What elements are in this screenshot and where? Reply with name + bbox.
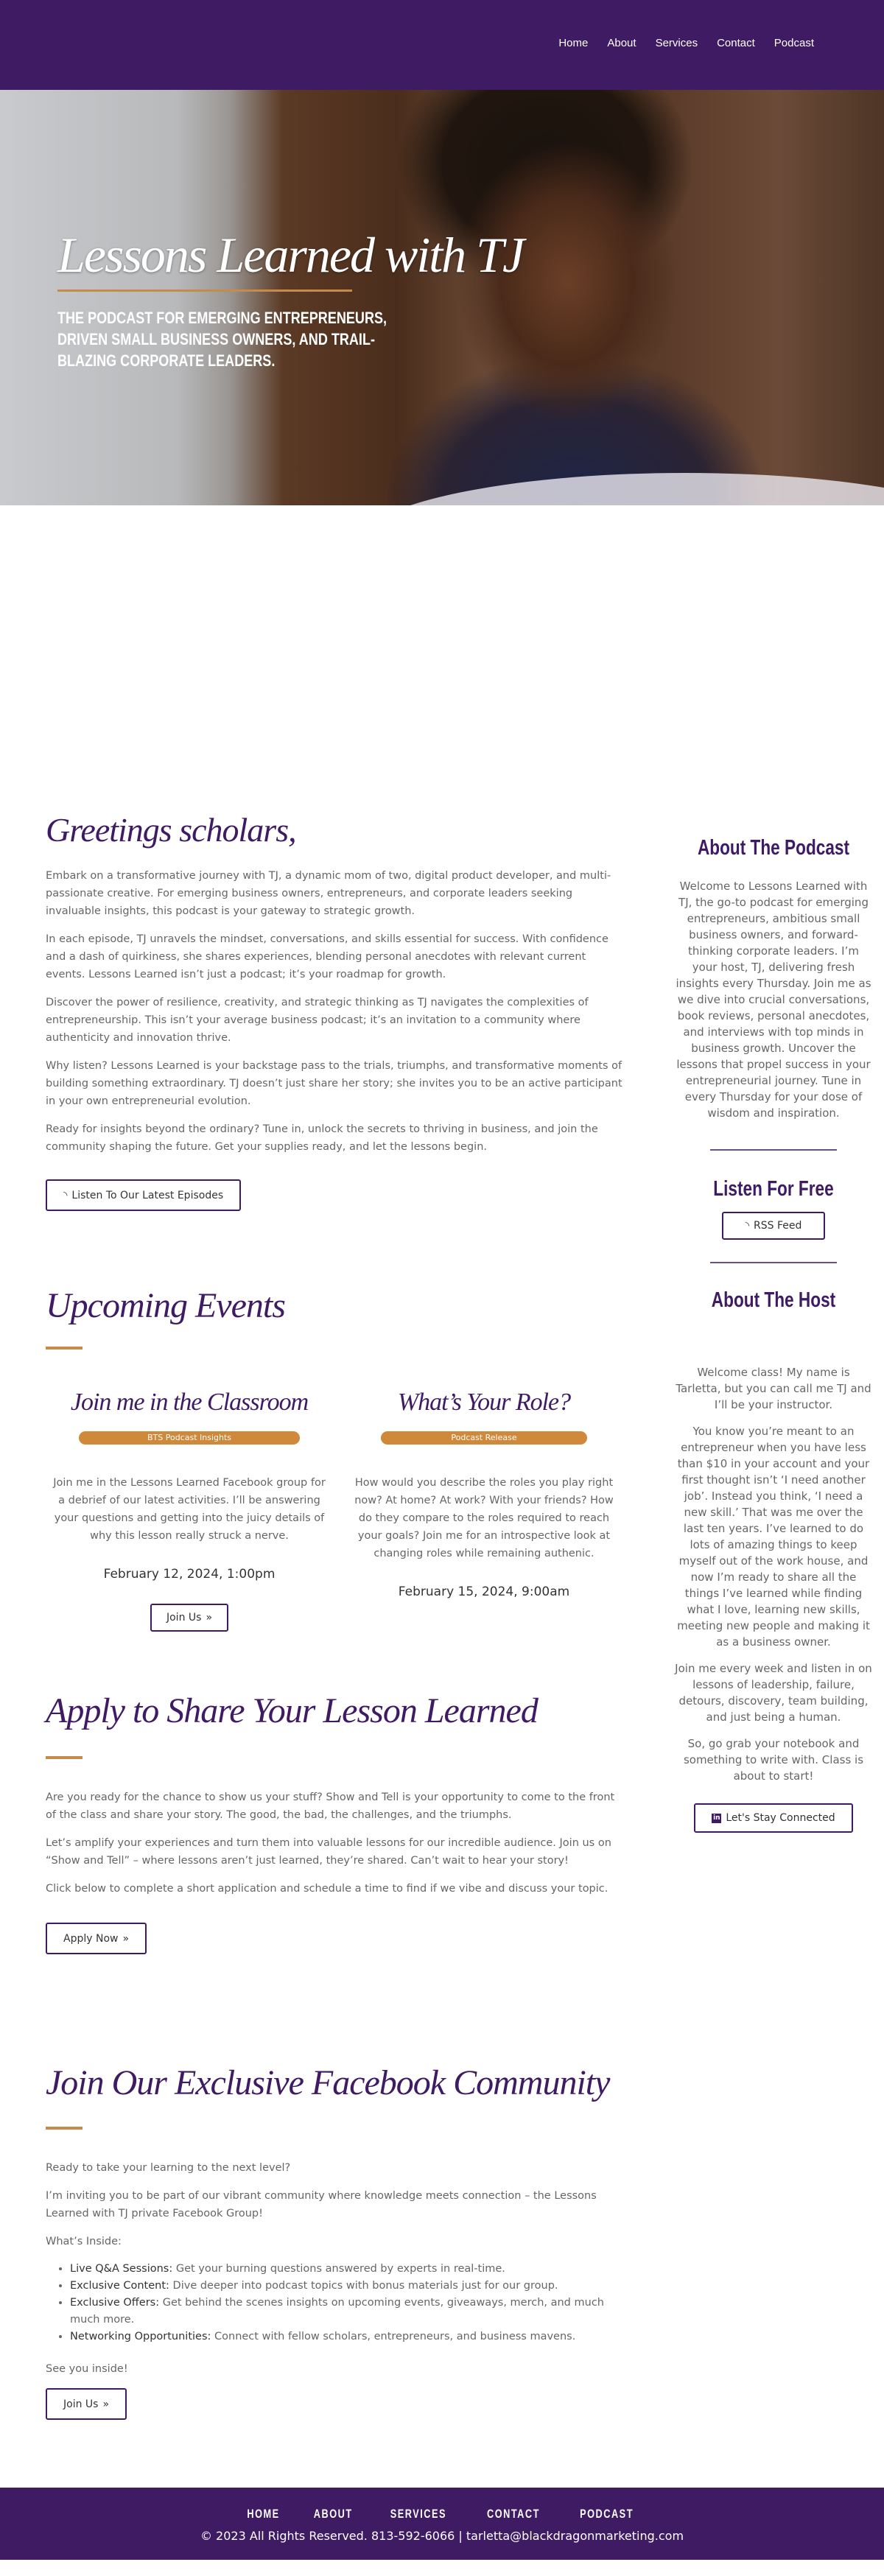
footer-nav-about[interactable]: ABOUT [313, 2507, 353, 2521]
community-intro: Ready to take your learning to the next level? [46, 2162, 291, 2174]
hero-divider [57, 289, 352, 292]
double-chevron-right-icon: » [122, 1932, 130, 1945]
event-description: How would you describe the roles you play right now? At home? At work? With your friends? How do they compare to the roles required to reach your goals? Join me for an introspective look at changing roles while remaining authenic. [354, 1477, 614, 1559]
event-card [53, 1389, 326, 1632]
benefit-text: Get behind the scenes insights on upcoming events, giveaways, merch, and much much more. [70, 2297, 604, 2326]
footer-nav-podcast[interactable]: PODCAST [580, 2507, 634, 2521]
list-item [70, 2278, 635, 2295]
apply-paragraph: Click below to complete a short application and schedule a time to find if we vibe and discuss your topic. [46, 1883, 608, 1895]
linkedin-icon: in [713, 1814, 720, 1822]
benefit-label: Exclusive Content: [70, 2280, 169, 2292]
about-host-heading: About The Host [711, 1288, 836, 1312]
listen-episodes-label: Listen To Our Latest Episodes [71, 1189, 224, 1201]
rss-feed-label: RSS Feed [754, 1220, 802, 1232]
event-description: Join me in the Lessons Learned Facebook group for a debrief of our latest activities. I’ll be answering your questions and getting into the juicy details of why this lesson really struck a nerve. [53, 1477, 326, 1542]
event-date: February 15, 2024, 9:00am [398, 1584, 570, 1599]
benefit-text: Get your burning questions answered by experts in real-time. [172, 2263, 505, 2275]
listen-episodes-button[interactable] [46, 1179, 241, 1211]
hero-banner [0, 90, 884, 505]
greetings-heading: Greetings scholars, [46, 811, 296, 849]
benefit-label: Live Q&A Sessions: [70, 2263, 173, 2275]
nav-home[interactable]: Home [558, 37, 589, 49]
community-inside-label: What’s Inside: [46, 2236, 122, 2247]
site-header [0, 0, 884, 90]
benefit-text: Connect with fellow scholars, entrepreneurs, and business mavens. [211, 2331, 576, 2342]
benefit-label: Networking Opportunities: [70, 2331, 211, 2342]
benefit-text: Dive deeper into podcast topics with bonus materials just for our group. [169, 2280, 558, 2292]
community-section [46, 2063, 635, 2420]
event-badge: Podcast Release [381, 1431, 587, 1445]
hero-subtitle: THE PODCAST FOR EMERGING ENTREPRENEURS, DRIVEN SMALL BUSINESS OWNERS, AND TRAIL-BLAZING CORPORATE LEADERS. [57, 309, 387, 370]
listen-heading: Listen For Free [713, 1177, 834, 1201]
event-title: What’s Your Role? [397, 1389, 571, 1416]
footer-nav-contact[interactable]: CONTACT [487, 2507, 540, 2521]
greetings-section [46, 810, 628, 1211]
apply-paragraph: Let’s amplify your experiences and turn them into valuable lessons for our incredible audience. Join us on “Show and Tell” – where lessons aren’t just learned, they’re shared. Can’t wait to hear your story! [46, 1837, 611, 1867]
host-paragraph: You know you’re meant to an entrepreneur when you have less than $10 in your account and your first thought isn’t ‘I need another job’. Instead you think, ‘I need a new skill.’ That was me over the last ten years. I’ve learned to do lots of amazing things to keep myself out of the work house, and now I’m ready to share all the things I’ve learned while finding what I love, learning new skills, meeting new people and making it as a business owner. [677, 1425, 870, 1649]
apply-section [46, 1691, 628, 1954]
rss-icon: ◝ [745, 1220, 750, 1232]
sidebar-divider [710, 1262, 837, 1263]
apply-now-button[interactable] [46, 1923, 147, 1954]
list-item [70, 2261, 635, 2278]
community-accent-line [46, 2127, 83, 2130]
site-footer [0, 2488, 884, 2560]
community-join-label: Join Us [63, 2398, 99, 2410]
event-title: Join me in the Classroom [70, 1389, 309, 1416]
community-join-button[interactable] [46, 2388, 127, 2420]
event-join-button[interactable] [150, 1604, 228, 1632]
greetings-paragraph: Discover the power of resilience, creativity, and strategic thinking as TJ navigates the complexities of entrepreneurship. This isn’t your average business podcast; it’s an invitation to a community where authenticity and innovation thrive. [46, 997, 589, 1044]
nav-podcast[interactable]: Podcast [774, 37, 814, 49]
apply-now-label: Apply Now [63, 1932, 119, 1945]
about-podcast-text: Welcome to Lessons Learned with TJ, the go-to podcast for emerging entrepreneurs, ambitious small business owners, and forward-thinking corporate leaders. I’m your host, TJ, delivering fresh insights every Thursday. Join me as we dive into crucial conversations, book reviews, personal anecdotes, and interviews with top minds in business growth. Uncover the lessons that propel success in your entrepreneurial journey. Tune in every Thursday for your dose of wisdom and inspiration. [676, 880, 871, 1120]
sidebar-divider [710, 1149, 837, 1151]
event-date: February 12, 2024, 1:00pm [103, 1567, 276, 1582]
rss-icon: ◝ [63, 1189, 68, 1201]
community-paragraph: I’m inviting you to be part of our vibrant community where knowledge meets connection – the Lessons Learned with TJ private Facebook Group! [46, 2190, 597, 2219]
events-accent-line [46, 1347, 83, 1350]
apply-paragraph: Are you ready for the chance to show us your stuff? Show and Tell is your opportunity to come to the front of the class and share your story. The good, the bad, the challenges, and the triumphs. [46, 1791, 615, 1821]
list-item [70, 2295, 635, 2328]
events-section [46, 1285, 628, 1654]
nav-contact[interactable]: Contact [717, 37, 755, 49]
greetings-paragraph: Why listen? Lessons Learned is your backstage pass to the trials, triumphs, and transformative moments of building something extraordinary. TJ doesn’t just share her story; she invites you to be an active participant in your own entrepreneurial evolution. [46, 1060, 622, 1107]
host-paragraph: Welcome class! My name is Tarletta, but you can call me TJ and I’ll be your instructor. [676, 1366, 871, 1411]
greetings-paragraph: Ready for insights beyond the ordinary? Tune in, unlock the secrets to thriving in business, and join the community shaping the future. Get your supplies ready, and let the lessons begin. [46, 1123, 598, 1153]
events-heading: Upcoming Events [46, 1286, 285, 1325]
apply-heading: Apply to Share Your Lesson Learned [46, 1691, 538, 1730]
greetings-paragraph: In each episode, TJ unravels the mindset, conversations, and skills essential for success. With confidence and a dash of quirkiness, she shares experiences, blending personal anecdotes with relevant current events. Lessons Learned isn’t just a podcast; it’s your roadmap for growth. [46, 933, 608, 980]
about-podcast-heading: About The Podcast [697, 836, 850, 860]
sidebar [674, 836, 873, 1833]
hero-wave-decoration [354, 473, 884, 505]
event-card [348, 1389, 620, 1599]
stay-connected-button[interactable] [694, 1803, 852, 1833]
footer-copyright: © 2023 All Rights Reserved. 813-592-6066 | tarletta@blackdragonmarketing.com [200, 2529, 684, 2543]
double-chevron-right-icon: » [102, 2398, 110, 2410]
greetings-paragraph: Embark on a transformative journey with TJ, a dynamic mom of two, digital product developer, and multi-passionate creative. For emerging business owners, entrepreneurs, and corporate leaders seeking invaluable insights, this podcast is your gateway to strategic growth. [46, 870, 611, 917]
event-badge: BTS Podcast Insights [79, 1431, 300, 1445]
nav-about[interactable]: About [607, 37, 636, 49]
rss-feed-button[interactable] [722, 1212, 826, 1240]
apply-accent-line [46, 1756, 83, 1759]
benefit-label: Exclusive Offers: [70, 2297, 160, 2309]
community-outro: See you inside! [46, 2363, 128, 2375]
footer-nav [0, 2507, 884, 2521]
footer-nav-services[interactable]: SERVICES [390, 2507, 447, 2521]
community-benefits-list [70, 2261, 635, 2345]
host-paragraph: So, go grab your notebook and something to write with. Class is about to start! [683, 1737, 864, 1783]
hero-title: Lessons Learned with TJ [57, 227, 524, 283]
nav-services[interactable]: Services [655, 37, 698, 49]
community-heading: Join Our Exclusive Facebook Community [46, 2063, 610, 2102]
list-item [70, 2328, 635, 2345]
main-nav [558, 37, 814, 49]
double-chevron-right-icon: » [206, 1612, 213, 1624]
stay-connected-label: Let's Stay Connected [726, 1812, 835, 1824]
footer-nav-home[interactable]: HOME [247, 2507, 280, 2521]
host-paragraph: Join me every week and listen in on lessons of leadership, failure, detours, discovery, team building, and just being a human. [675, 1662, 872, 1724]
event-join-label: Join Us [166, 1612, 202, 1624]
